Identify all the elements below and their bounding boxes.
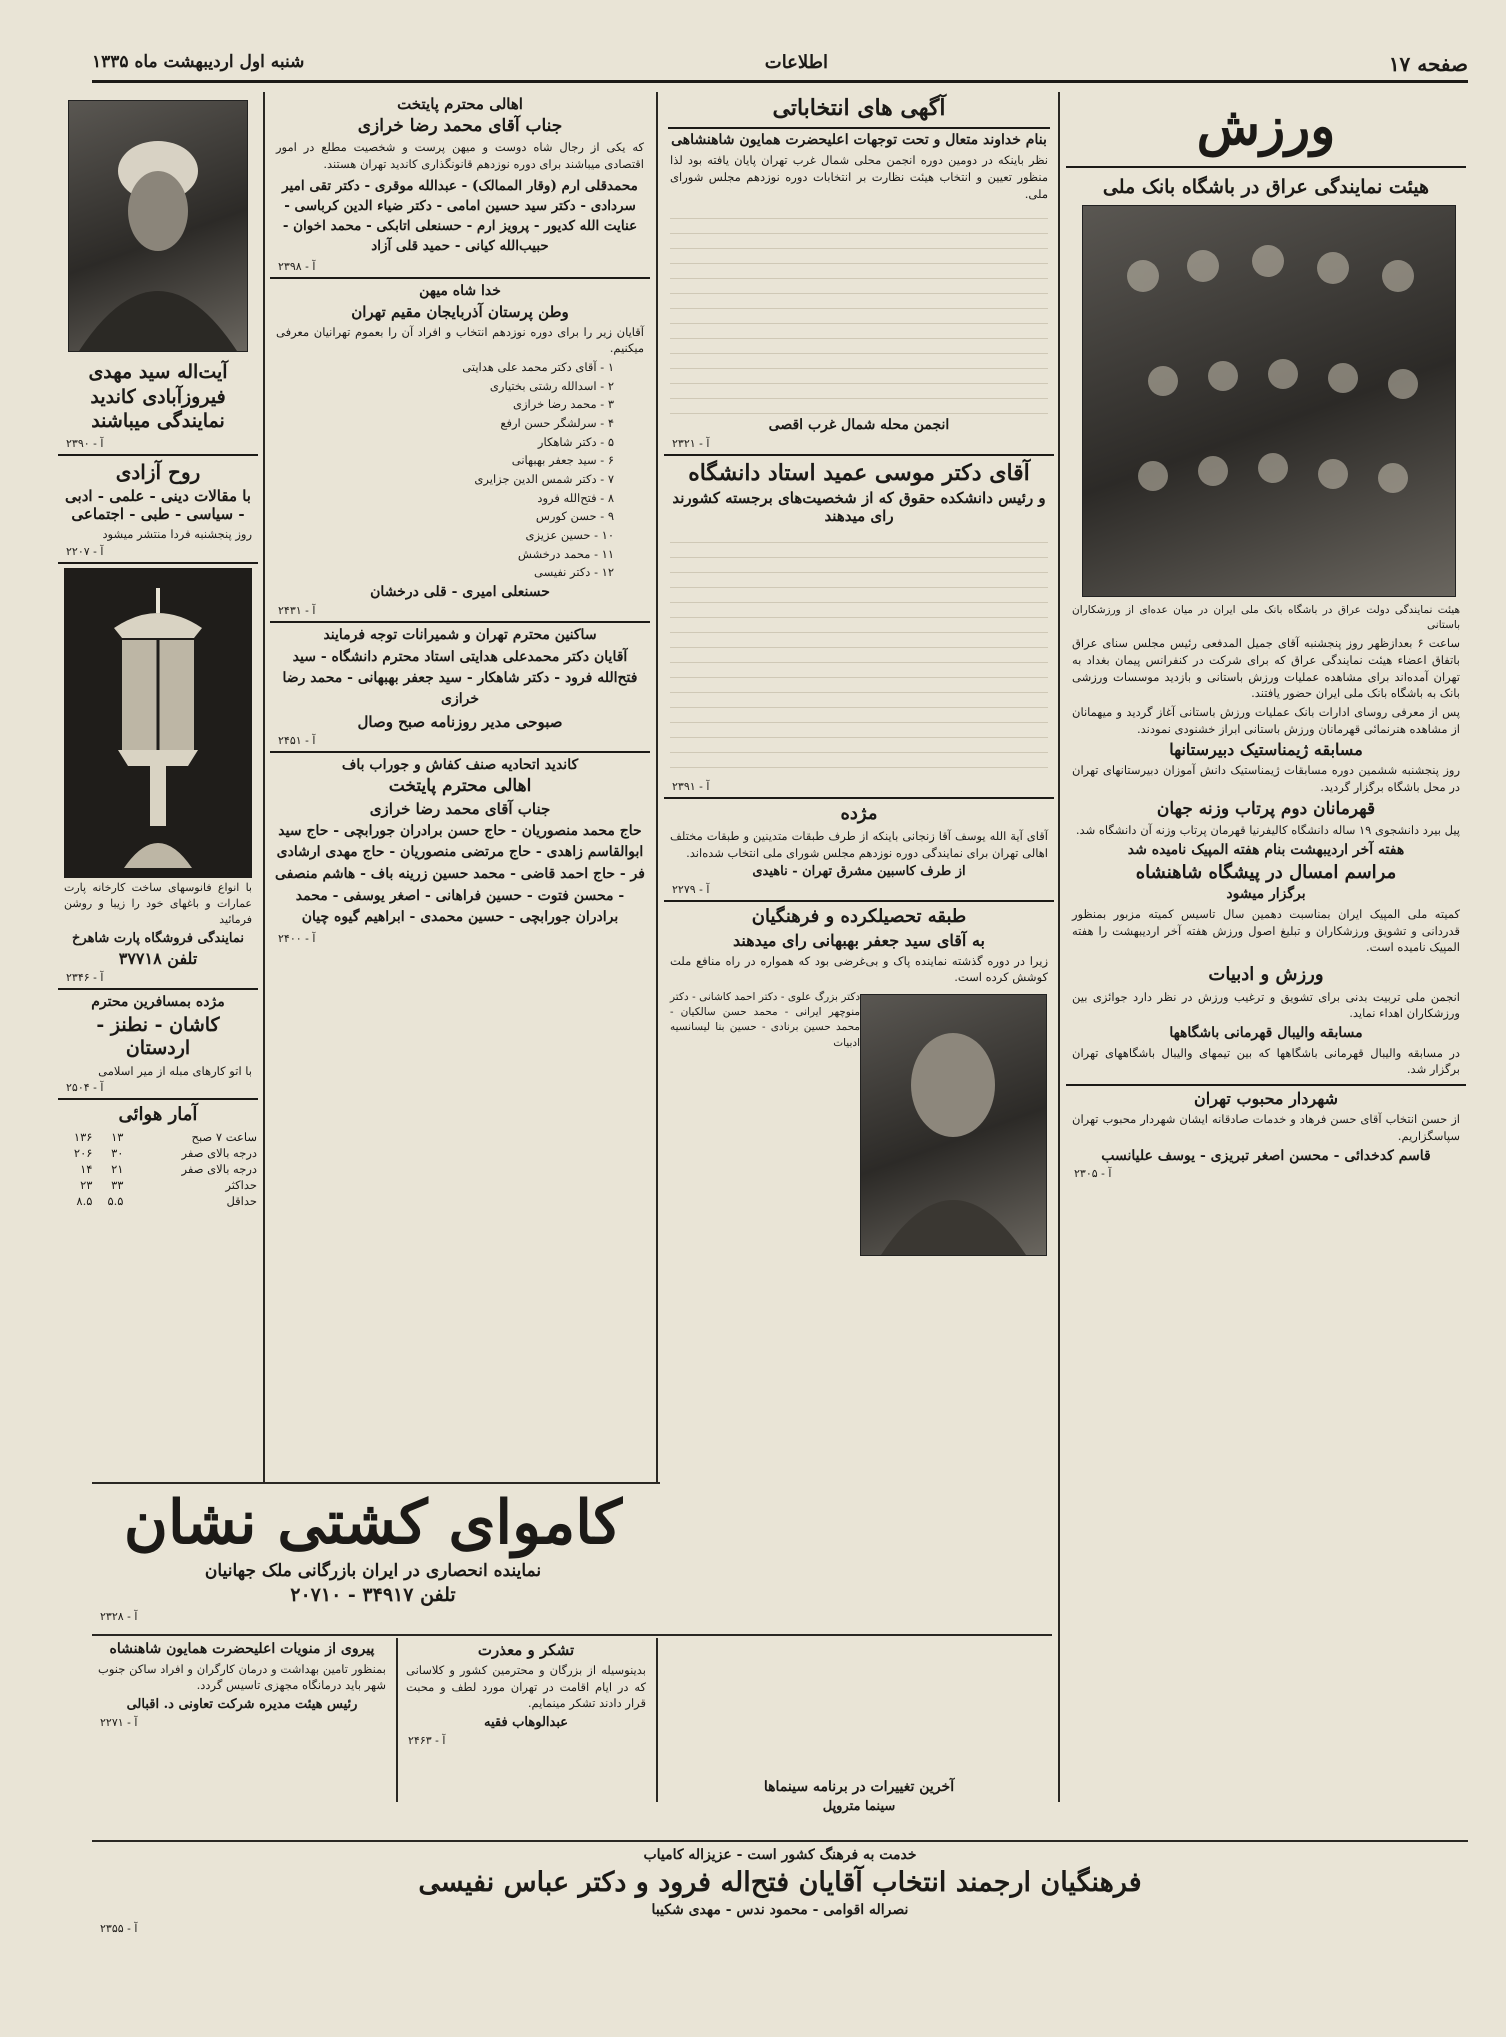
col3-ad4-name: جناب آقای محمد رضا خرازی [369,799,551,818]
col3-ad3-signature: صبوحی مدیر روزنامه صبح وصال [357,712,563,731]
travel-ad-cities: کاشان - نطنز - اردستان [96,1014,220,1059]
ad3-body: آقای آیة الله یوسف آقا زنجانی باینکه از طرف طبقات متدینین و طبقات مختلف اهالی تهران برای نمایندگی دوره نوزدهم مجلس شورای ملی انتخاب شده‌اند. [670,828,1048,860]
ad2-names-list [670,528,1048,778]
travel-ad-body: با اتو کارهای مبله از میر اسلامی [98,1063,252,1078]
col3-ad2-body: آقایان زیر را برای دوره نوزدهم انتخاب و افراد آن را بعموم تهرانیان معرفی میکنیم. [276,324,644,356]
royal-directive-signature: رئیس هیئت مدیره شرکت تعاونی د. اقبالی [126,1697,358,1713]
sports-story-4: پیل بیرد دانشجوی ۱۹ ساله دانشگاه کالیفرنیا قهرمان پرتاب وزنه آن دانشگاه شد. [1075,823,1460,838]
volleyball-headline: مسابقه والیبال قهرمانی باشگاهها [1169,1025,1363,1041]
page-header [92,48,1468,83]
olympic-week-headline: هفته آخر اردیبهشت بنام هفته المپیک نامیده شد [1127,841,1405,858]
kamva-code: آ - ۲۳۲۸ [100,1610,138,1624]
thanks-title: تشکر و معذرت [477,1641,575,1659]
col3-ad1-list: محمدقلی ارم (وقار الممالک) - عبدالله موقری - دکتر تقی امیر سردادی - دکتر سید حسین امامی - دکتر ضیاء الدین کرباسی - عنایت الله کدیور - پرویز ارم - حسنعلی اتابکی - محمد اخوان - حبیب‌الله کیانی - حمید قلی آزاد [282,177,638,255]
rouh-azadi-note: روز پنجشنبه فردا منتشر میشود [102,527,252,542]
royal-directive-body: بمنظور تامین بهداشت و درمان کارگران و افراد ساکن جنوب شهر باید درمانگاه مجهزی تاسیس گردد. [98,1661,386,1693]
ad3-title: مژده [840,803,878,825]
royal-directive-code: آ - ۲۲۷۱ [100,1715,138,1729]
table-row: ساعت ۷ صبح ۱۳ ۱۳۶ [73,1129,257,1144]
col3-ad3-code: آ - ۲۴۵۱ [278,733,316,747]
sports-column [1066,92,1466,1802]
ayatollah-photo [68,100,248,352]
table-row: درجه بالای صفر ۲۱ ۱۴ [80,1161,257,1176]
list-item: ۸ - فتح‌الله فرود [537,490,614,505]
list-item: ۱۲ - دکتر نفیسی [534,565,614,580]
sports-banner: ورزش [1066,92,1466,168]
kamva-phone: تلفن ۳۴۹۱۷ - ۲۰۷۱۰ [290,1584,456,1607]
table-row: حداکثر ۳۳ ۲۳ [80,1177,257,1192]
ad3-signature: از طرف کاسبین مشرق تهران - ناهیدی [752,864,966,880]
ad3-code: آ - ۲۲۷۹ [672,882,710,896]
issue-date: شنبه اول اردیبهشت ماه ۱۳۳۵ [92,52,305,72]
col3-ad2-code: آ - ۲۴۳۱ [278,603,316,617]
rouh-azadi-body: با مقالات دینی - علمی - ادبی - سیاسی - طبی - اجتماعی [65,487,251,524]
col3-ad3-header: ساکنین محترم تهران و شمیرانات توجه فرمایند [323,626,597,643]
travel-ad-code: آ - ۲۵۰۴ [66,1081,104,1095]
ad2-title: آقای دکتر موسی عمید استاد دانشگاه [688,460,1030,486]
sports-story-5: کمیته ملی المپیک ایران بمناسبت دهمین سال تاسیس کمیته مزبور بمنظور قدردانی و تشویق ورزشکاران و تبلیغ اصول ورزش هفته آخر اردیبهشت را هفته المپیک نامیده است. [1072,907,1460,955]
ad4-subtitle: به آقای سید جعفر بهبهانی رای میدهند [733,930,985,950]
shotput-headline: قهرمانان دوم پرتاب وزنه جهان [1156,798,1376,819]
list-item: ۹ - حسن کورس [535,509,614,524]
ad1-title: بنام خداوند متعال و تحت توجهات اعلیحضرت همایون شاهنشاهی [671,132,1047,149]
thanks-body: بدینوسیله از بزرگان و محترمین کشور و کلاسانی که در ایام اقامت در تهران مورد لطف و محبت قرار دادند تشکر مینمایم. [406,1663,646,1711]
table-row: حداقل ۵.۵ ۸.۵ [76,1193,257,1208]
ad2-code: آ - ۲۳۹۱ [672,780,710,794]
culture-ad-names: نصراله اقوامی - محمود ندس - مهدی شکیبا [651,1902,909,1919]
list-item: ۶ - سید جعفر بهبهانی [511,453,614,468]
culture-ad [92,1844,1468,1954]
thanks-signature: عبدالوهاب فقیه [483,1715,569,1731]
sports-story-3: روز پنجشنبه ششمین دوره مسابقات ژیمناستیک دانش آموزان دبیرستانهای تهران در محل باشگاه برگزار گردید. [1072,763,1460,795]
table-row: درجه بالای صفر ۳۰ ۲۰۶ [73,1145,257,1160]
iraq-delegation-photo [1082,205,1456,597]
col3-ad2-signature: حسنعلی امیری - قلی درخشان [370,583,550,600]
photo-caption: هیئت نمایندگی دولت عراق در باشگاه بانک ملی ایران در میان عده‌ای از ورزشکاران باستانی [1072,603,1460,632]
kamva-ad [92,1486,654,1626]
royal-directive-title: پیروی از منویات اعلیحضرت همایون شاهنشاه [109,1641,375,1657]
lamp-code: آ - ۲۳۴۶ [66,971,104,985]
ayatollah-caption: آیت‌اله سید مهدی فیروزآبادی کاندید نمایندگی میباشند [88,361,228,433]
mayor-signatures: قاسم کدخدائی - محسن اصغر تبریزی - یوسف علیانسب [1101,1147,1431,1164]
ad1-signature: انجمن محله شمال غرب اقصی [768,417,950,434]
group-photo-icon [1083,206,1455,596]
sports-story-7: در مسابقه والیبال قهرمانی باشگاهها که بین تیمهای والیبال باشگاههای تهران برگزار شد. [1072,1045,1460,1077]
list-item: ۱ - آقای دکتر محمد علی هدایتی [462,359,614,374]
olympic-ceremony-sub: برگزار میشود [1226,886,1306,903]
mayor-code: آ - ۲۳۰۵ [1074,1167,1112,1181]
portrait-icon [861,995,1046,1255]
lamp-ad-image [64,568,252,878]
paper-name: اطلاعات [764,52,828,73]
list-item: ۵ - دکتر شاهکار [537,434,614,449]
ad1-names-list [670,204,1048,414]
ayatollah-code: آ - ۲۳۹۰ [66,437,104,451]
cinema-name: سینما متروپل [822,1798,896,1814]
culture-ad-code: آ - ۲۳۵۵ [100,1921,138,1935]
sports-story-2: پس از معرفی روسای ادارات بانک عملیات ورزش باستانی آغاز گردید و میهمانان از مشاهده هنرنمائی قهرمانان ورزش باستانی ابراز خشنودی نمودند. [1072,704,1460,736]
ad1-code: آ - ۲۳۲۱ [672,437,710,450]
ad4-body: زیرا در دوره گذشته نماینده پاک و بی‌غرضی بود که همواره در راه منافع ملت کوشش کرده است. [670,953,1048,985]
ad1-body: نظر باینکه در دومین دوره انجمن محلی شمال غرب تهران پایان یافته بود لذا منظور تعیین و انتخاب هیئت نظارت بر انتخابات دوره نوزدهم مجلس شورای ملی. [670,153,1048,201]
travel-ad-title: مژده بمسافرین محترم [91,994,225,1011]
sports-story-6: انجمن ملی تربیت بدنی برای تشویق و ترغیب ورزش در نظر دارد جوائزی بین ورزشکاران اهداء نماید. [1072,989,1460,1021]
page-number: صفحه ۱۷ [1388,52,1468,76]
col3-ad3-body: آقایان دکتر محمدعلی هدایتی استاد محترم دانشگاه - سید فتح‌الله فرود - دکتر شاهکار - سید جعفر بهبهانی - محمد رضا خرازی [282,648,638,707]
weather-title: آمار هوائی [118,1104,198,1126]
culture-ad-top: خدمت به فرهنگ کشور است - عزیزاله کامیاب [643,1847,917,1863]
mayor-story: از حسن انتخاب آقای حسن فرهاد و خدمات صادقانه ایشان شهردار محبوب تهران سپاسگزاریم. [1072,1112,1460,1143]
candidates-column [270,92,650,1482]
list-item: ۱۰ - حسین عزیزی [525,527,614,542]
ad4-title: طبقه تحصیلکرده و فرهنگیان [751,905,967,927]
kamva-title: کاموای کشتی نشان [123,1488,623,1558]
portrait-photo [860,994,1047,1256]
lamp-shop: نمایندگی فروشگاه پارت شاهرخ [72,930,244,946]
gymnastics-headline: مسابقه ژیمناستیک دبیرستانها [1169,740,1363,760]
list-item: ۴ - سرلشگر حسن ارفع [500,415,614,430]
list-item: ۱۱ - محمد درخشش [517,546,614,561]
left-column [58,92,258,1482]
lamp-phone: تلفن ۳۷۷۱۸ [118,949,198,969]
col3-ad4-body: حاج محمد منصوریان - حاج حسن برادران جورابچی - حاج سید ابوالقاسم زاهدی - حاج مرتضی منصوریان - حاج مهدی ارشادی فر - حاج احمد قاضی - محمد حسین زرینه باف - هاشم منصفی - محسن فتوت - حسین فراهانی - اصغر یوسفی - محمد برادران جورابچی - حسین محمدی - ابراهیم گیوه چیان [275,822,645,926]
portrait-icon [69,101,247,351]
list-item: ۳ - محمد رضا خرازی [513,397,614,412]
kamva-subtitle: نماینده انحصاری در ایران بازرگانی ملک جهانیان [204,1561,542,1581]
sports-literature-headline: ورزش و ادبیات [1208,964,1324,986]
col3-ad4-title: اهالی محترم پایتخت [388,776,532,797]
mayor-headline: شهردار محبوب تهران [1194,1089,1338,1109]
rouh-azadi-title: روح آزادی [115,460,201,485]
col3-ad1-name: جناب آقای محمد رضا خرازی [357,116,563,136]
thanks-ad [400,1638,652,1802]
col3-ad1-body: که یکی از رجال شاه دوست و میهن پرست و شخصیت مطلع در امور اقتصادی میباشند برای دوره نوزدهم قانونگذاری کاندید تهران هستند. [276,140,644,172]
rouh-azadi-code: آ - ۲۲۰۷ [66,544,104,558]
ad4-names: دکتر بزرگ علوی - دکتر احمد کاشانی - دکتر منوچهر ایرانی - محمد حسن سالکیان - محمد حسین برنادی - حسین بنا لیسانسیه ادبیات [670,991,860,1049]
royal-directive-ad [92,1638,392,1802]
col3-ad1-header: اهالی محترم پایتخت [397,95,523,113]
olympic-ceremony-headline: مراسم امسال در پیشگاه شاهنشاه [1135,861,1397,883]
weather-table [58,1129,258,1209]
col3-ad2-motto: خدا شاه میهن [419,282,501,299]
sports-headline: هیئت نمایندگی عراق در باشگاه بانک ملی [1102,176,1430,198]
sports-story-1: ساعت ۶ بعدازظهر روز پنجشنبه آقای جمیل المدفعی رئیس مجلس سنای عراق باتفاق اعضاء هیئت نمایندگی عراق که برای شرکت در کنفرانس پیمان بغداد به تهران آمده‌اند برای مشاهده عملیات ورزش باستانی و بازدید موسسات ورزشی بانک به باشگاه بانک ملی ایران حضور یافتند. [1072,636,1461,701]
col3-ad1-code: آ - ۲۳۹۸ [278,259,316,273]
ad2-subtitle: و رئیس دانشکده حقوق که از شخصیت‌های برجسته کشورند رای میدهند [672,489,1046,526]
thanks-code: آ - ۲۴۶۳ [408,1733,446,1747]
lamp-ad-text: با انواع فانوسهای ساخت کارخانه پارت عمارات و باغهای خود را زیبا و روشن فرمائید [64,880,252,926]
election-ads-column [664,92,1054,1482]
lantern-icon [64,568,252,878]
cinema-title: آخرین تغییرات در برنامه سینماها [763,1779,955,1795]
col3-ad4-header: کاندید اتحادیه صنف کفاش و جوراب باف [341,756,579,773]
col3-ad2-list [270,359,650,581]
col3-ad2-header: وطن پرستان آذربایجان مقیم تهران [351,302,569,321]
list-item: ۷ - دکتر شمس الدین جزایری [474,471,614,486]
col3-ad4-code: آ - ۲۴۰۰ [278,932,316,946]
cinema-ad [664,1776,1054,1836]
list-item: ۲ - اسدالله رشتی بختیاری [489,378,614,393]
culture-ad-title: فرهنگیان ارجمند انتخاب آقایان فتح‌اله فرود و دکتر عباس نفیسی [418,1866,1142,1898]
election-ads-title: آگهی های انتخاباتی [668,95,1050,129]
ad4-block [664,988,1054,1288]
